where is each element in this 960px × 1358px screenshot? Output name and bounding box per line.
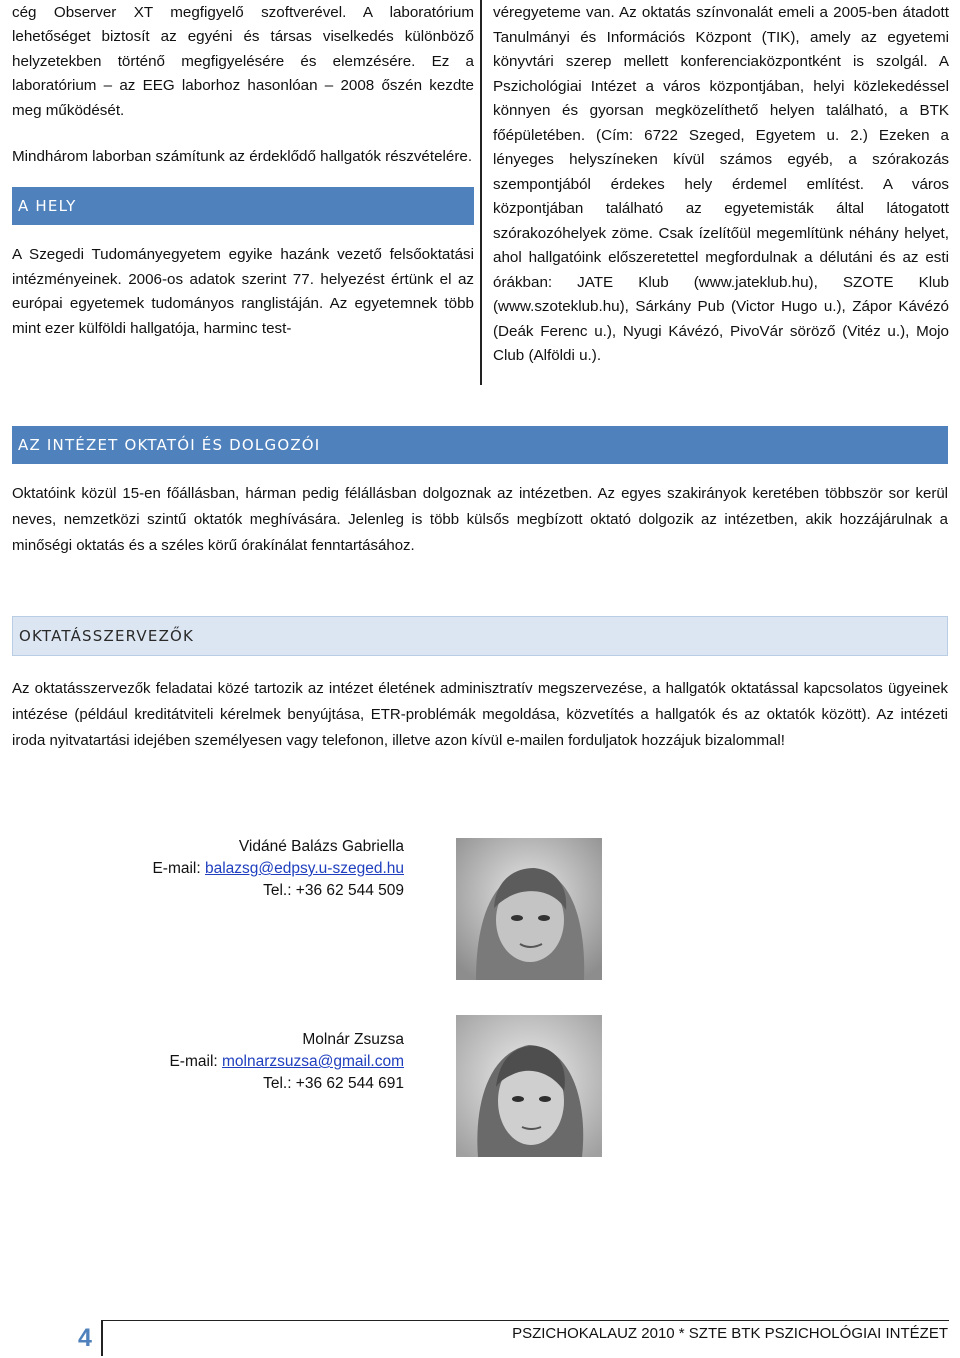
left-paragraph-1: cég Observer XT megfigyelő szoftverével. A laboratórium lehetőséget biztosít az egyéni és társas viselkedés különböző helyzetekben történő megfigyelésére és elemzésére. Ez a laboratórium – az EEG laborhoz hasonlóan – 2008 őszén kezdte meg működését. <box>12 4 474 119</box>
section-heading-organizers-label: OKTATÁSSZERVEZŐK <box>19 627 195 645</box>
contact-email-label: E-mail: <box>169 1053 218 1070</box>
contact-email-label: E-mail: <box>152 860 201 877</box>
portrait-photo-icon <box>456 1015 602 1157</box>
contact-card-1 <box>152 836 404 902</box>
contact-card-2 <box>169 1029 404 1095</box>
contact-email-line <box>169 1051 404 1073</box>
section-heading-hely <box>12 187 474 225</box>
left-column <box>12 0 474 341</box>
section-heading-staff <box>12 426 948 464</box>
page-number: 4 <box>78 1324 92 1352</box>
footer-rule-vertical <box>101 1320 103 1356</box>
staff-section <box>12 426 948 559</box>
contact-phone: Tel.: +36 62 544 509 <box>263 882 404 899</box>
section-heading-staff-label: AZ INTÉZET OKTATÓI ÉS DOLGOZÓI <box>18 436 321 454</box>
contact-photo-1 <box>456 838 602 980</box>
staff-paragraph: Oktatóink közül 15-en főállásban, hárman pedig félállásban dolgoznak az intézetben. Az egyes szakirányok keretében többször sor kerül neves, nemzetközi szintű oktatók meghívására. Jelenleg is több külsős megbízott oktató dolgozik az intézetben, akik hozzájárulnak a minőségi oktatás és a széles körű órakínálat fenntartásához. <box>12 485 948 554</box>
organizers-paragraph: Az oktatásszervezők feladatai közé tartozik az intézet életének adminisztratív megszervezése, a hallgatók oktatással kapcsolatos ügyeinek intézése (például kreditátviteli kérelmek benyújtása, ETR-problémák megoldása, közvetítés a hallgatók és az oktatók között). Az intézeti iroda nyitvatartási idejében személyesen vagy telefonon, illetve azon kívül e-mailen forduljatok hozzájuk bizalommal! <box>12 680 948 749</box>
contact-email-link[interactable]: balazsg@edpsy.u-szeged.hu <box>205 860 404 877</box>
contact-name: Vidáné Balázs Gabriella <box>238 838 404 855</box>
contact-email-line <box>152 858 404 880</box>
organizers-section <box>12 616 948 754</box>
contact-email-link[interactable]: molnarzsuzsa@gmail.com <box>222 1053 404 1070</box>
left-paragraph-3: A Szegedi Tudományegyetem egyike hazánk vezető felsőoktatási intézményeinek. 2006-os adatok szerint 77. helyezést értünk el az európai egyetemek tudományos ranglistáján. Az egyetemnek több mint ezer külföldi hallgatója, harminc test- <box>12 246 474 337</box>
right-paragraph-1: véregyeteme van. Az oktatás színvonalát emeli a 2005-ben átadott Tanulmányi és Információs Központ (TIK), amely az egyetemi könyvtári szerep mellett konferenciaközpontként is szolgál. A Pszichológiai Intézet a város központjában, helyi közlekedéssel könnyen és gyorsan megközelíthető helyen található, a BTK főépületében. (Cím: 6722 Szeged, Egyetem u. 2.) Ezeken a lényeges helyszíneken kívül számos egyéb, a szórakozás szempontjából érdekes hely érdemel említést. A város központjában található az egyetemisták által látogatott szórakozóhelyek zöme. Csak ízelítőül megemlítünk néhány helyet, ahol hallgatóink előszeretettel megfordulnak a délutáni és az esti órákban: JATE Klub (www.jateklub.hu), SZOTE Klub (www.szoteklub.hu), Sárkány Pub (Victor Hugo u.), Zápor Kávézó (Deák Ferenc u.), Nyugi Kávézó, PivoVár söröző (Vitéz u.), Mojo Club (Alföldi u.). <box>493 4 949 364</box>
contact-name: Molnár Zsuzsa <box>302 1031 404 1048</box>
left-paragraph-2: Mindhárom laborban számítunk az érdeklődő hallgatók részvételére. <box>12 148 473 166</box>
section-heading-hely-label: A HELY <box>18 197 77 216</box>
right-column <box>493 0 949 369</box>
footer-title: PSZICHOKALAUZ 2010 * SZTE BTK PSZICHOLÓGIAI INTÉZET <box>512 1325 948 1342</box>
column-divider <box>480 0 482 385</box>
portrait-photo-icon <box>456 838 602 980</box>
contact-photo-2 <box>456 1015 602 1157</box>
section-heading-organizers <box>12 616 948 656</box>
contact-phone: Tel.: +36 62 544 691 <box>263 1075 404 1092</box>
footer-rule-horizontal <box>101 1320 949 1321</box>
